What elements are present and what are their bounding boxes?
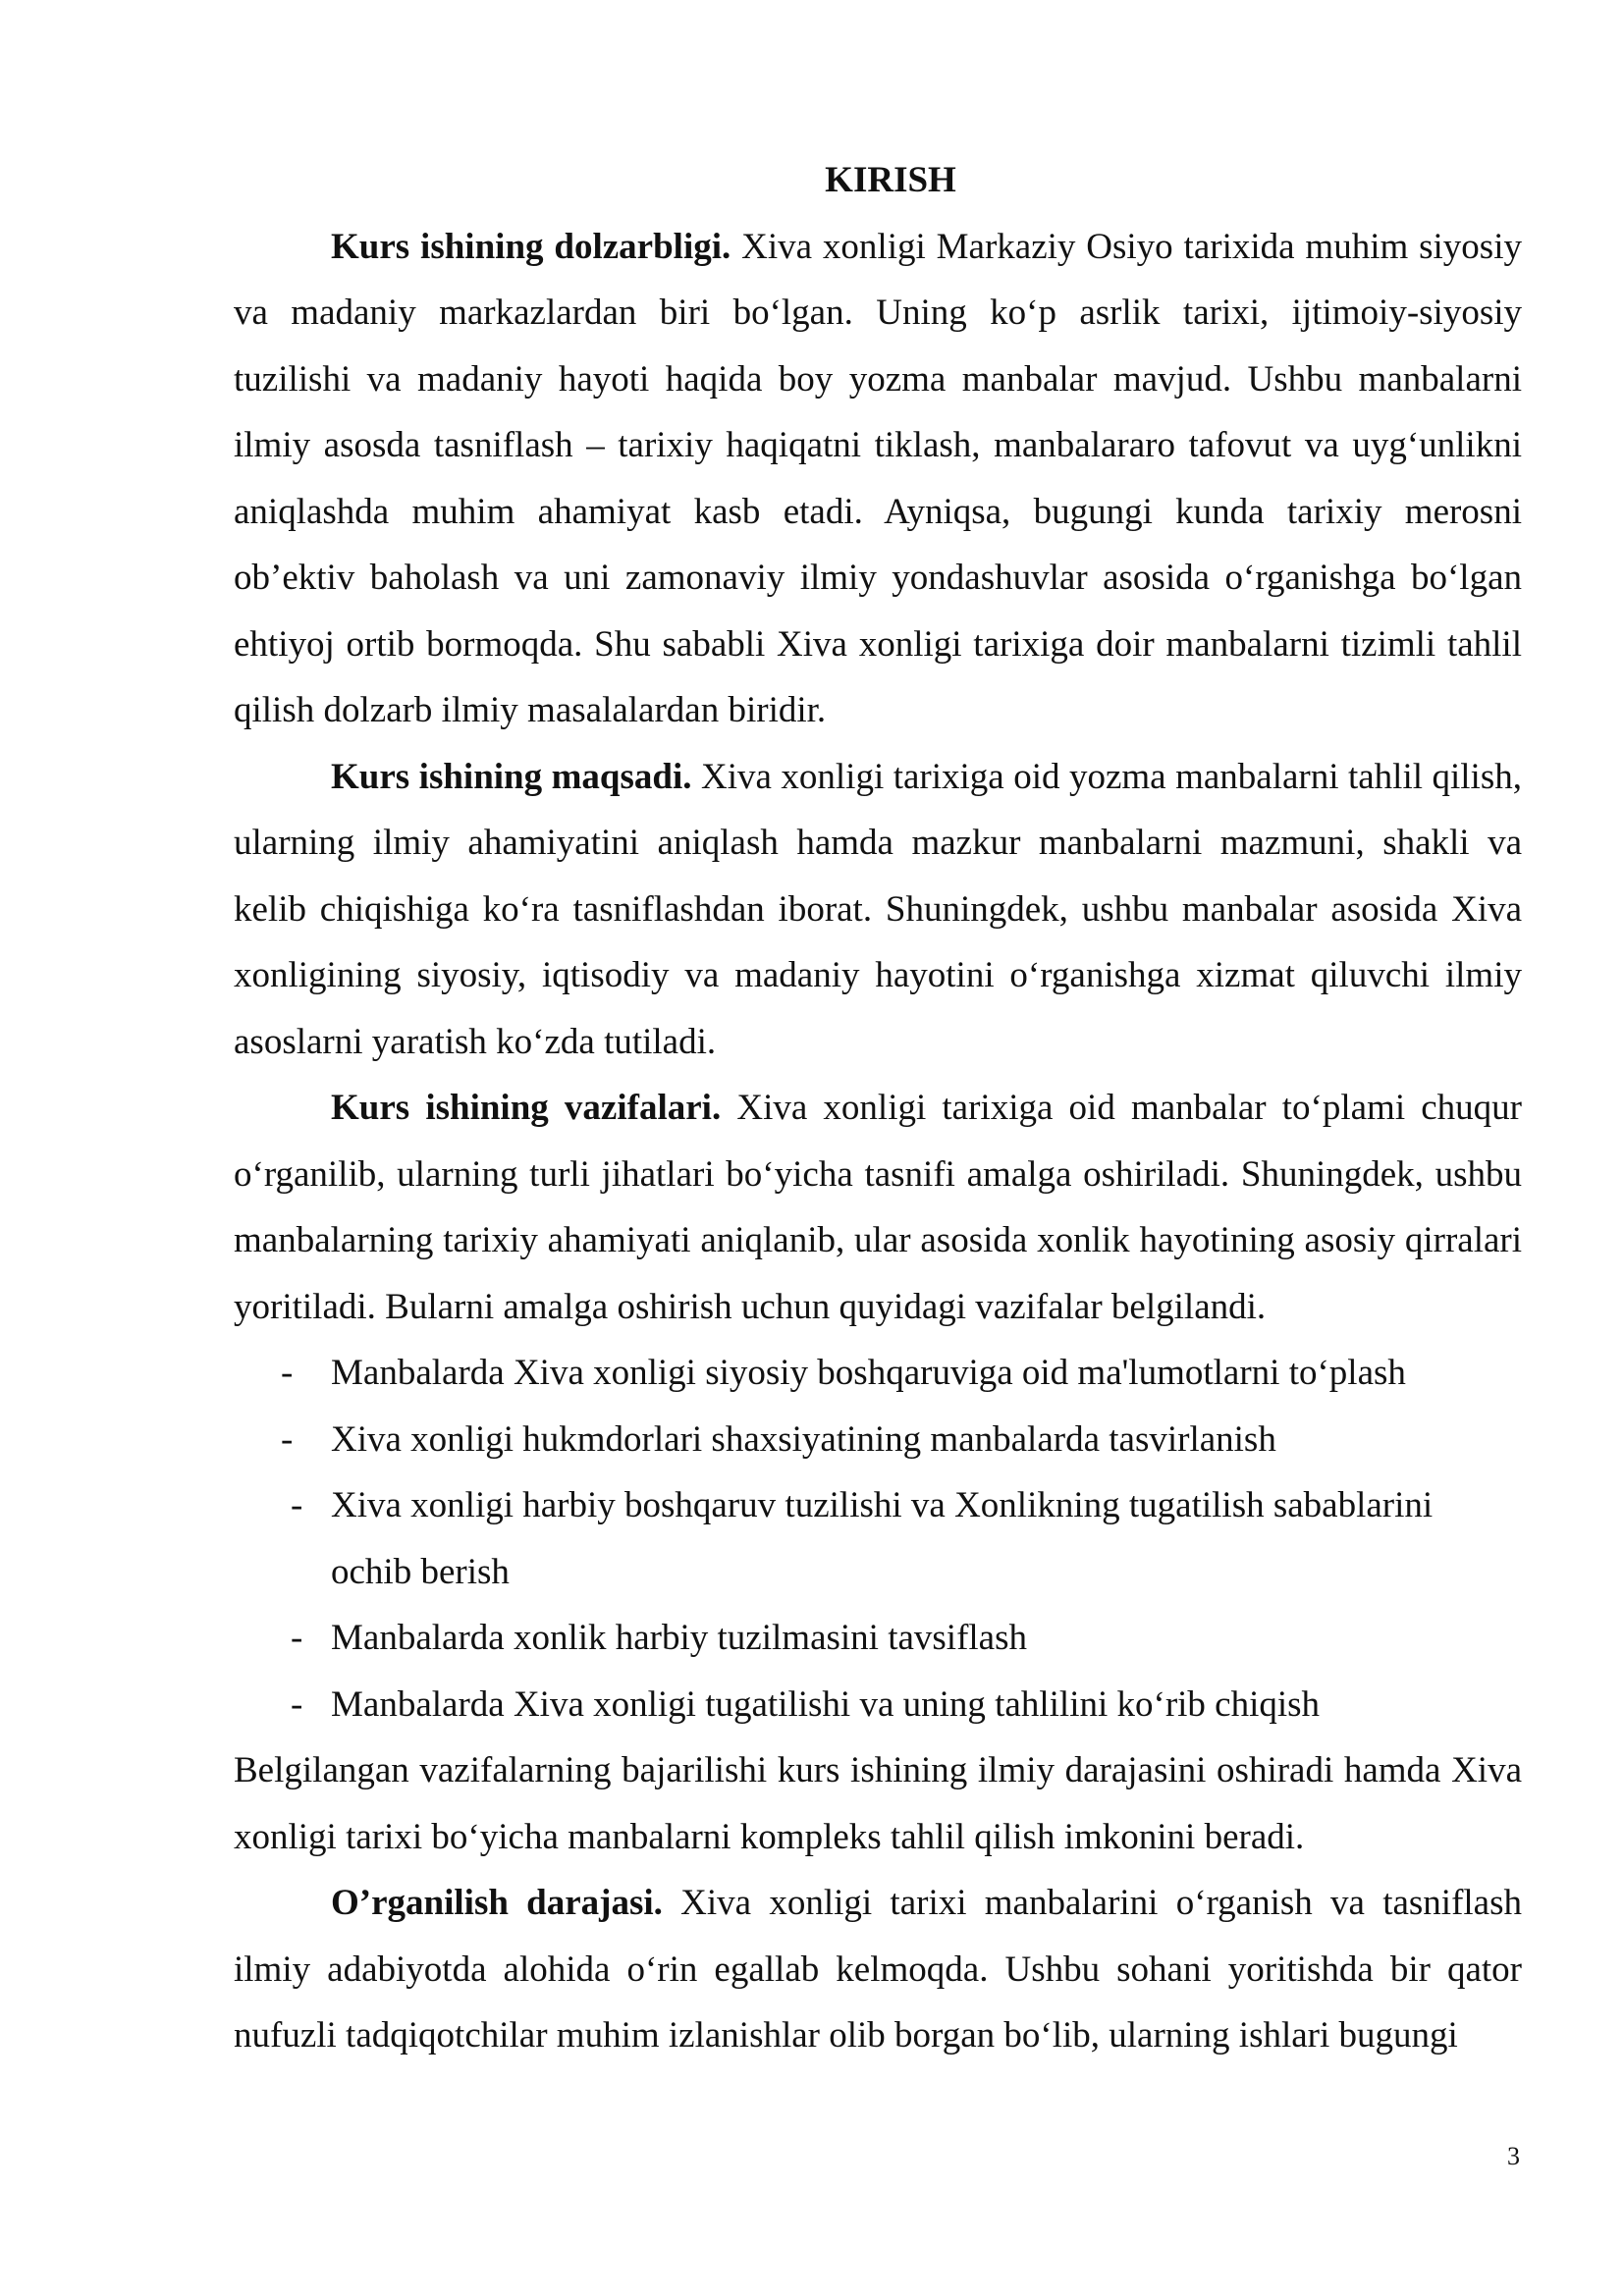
paragraph-tasks (234, 1075, 1522, 1340)
list-bullet: - (281, 1353, 294, 1393)
paragraph-text: Xiva xonligi tarixiga oid manbalar to‘plami chuqur o‘rganilib, ularning turli jihatlari bo‘yicha tasnifi amalga oshiriladi. Shuningdek, ushbu manbalarning tarixiy ahamiyati aniqlanib, ular asosida xonlik hayotining asosiy qirralari yoritiladi. Bularni amalga oshirish uchun quyidagi vazifalar belgilandi. (234, 1088, 1523, 1327)
paragraph-text: Xiva xonligi Markaziy Osiyo tarixida muhim siyosiy va madaniy markazlardan biri bo‘lgan. Uning ko‘p asrlik tarixi, ijtimoiy-siyosiy tuzilishi va madaniy hayoti haqida boy yozma manbalar mavjud. Ushbu manbalarni ilmiy asosda tasniflash – tarixiy haqiqatni tiklash, manbalararo tafovut va uyg‘unlikni aniqlashda muhim ahamiyat kasb etadi. Ayniqsa, bugungi kunda tarixiy merosni ob’ektiv baholash va uni zamonaviy ilmiy yondashuvlar asosida o‘rganishga bo‘lgan ehtiyoj ortib bormoqda. Shu sababli Xiva xonligi tarixiga doir manbalarni tizimli tahlil qilish dolzarb ilmiy masalalardan biridir. (234, 226, 1522, 730)
document-page (234, 147, 1522, 2069)
list-item (234, 1407, 1522, 1473)
paragraph-study-level (234, 1870, 1522, 2069)
list-bullet: - (291, 1683, 303, 1725)
paragraph-heading: Kurs ishining vazifalari. (331, 1088, 722, 1128)
list-item-text: Xiva xonligi hukmdorlari shaxsiyatining manbalarda tasvirlanish (331, 1418, 1276, 1460)
list-bullet: - (281, 1418, 294, 1460)
list-item-text: Manbalarda Xiva xonligi tugatilishi va uning tahlilini ko‘rib chiqish (331, 1683, 1321, 1725)
list-item (234, 1340, 1522, 1407)
list-item-text: Xiva xonligi harbiy boshqaruv tuzilishi va Xonlikning tugatilish sabablarini ochib berish (331, 1485, 1434, 1592)
list-item (234, 1605, 1522, 1672)
list-item-text: Manbalarda xonlik harbiy tuzilmasini tavsiflash (331, 1618, 1027, 1658)
paragraph-text: Xiva xonligi tarixiga oid yozma manbalarni tahlil qilish, ularning ilmiy ahamiyatini aniqlash hamda mazkur manbalarni mazmuni, shakli va kelib chiqishiga ko‘ra tasniflashdan iborat. Shuningdek, ushbu manbalar asosida Xiva xonligining siyosiy, iqtisodiy va madaniy hayotini o‘rganishga xizmat qiluvchi ilmiy asoslarni yaratish ko‘zda tutiladi. (234, 756, 1522, 1062)
page-number: 3 (1507, 2142, 1520, 2170)
task-list (234, 1340, 1522, 1737)
list-item (234, 1672, 1522, 1738)
paragraph-heading: Kurs ishining maqsadi. (331, 756, 692, 797)
page-title: KIRISH (825, 160, 956, 200)
list-item-text: Manbalarda Xiva xonligi siyosiy boshqaruviga oid ma'lumotlarni to‘plash (331, 1353, 1406, 1393)
paragraph-text: Xiva xonligi tarixi manbalarini o‘rganish va tasniflash ilmiy adabiyotda alohida o‘rin egallab kelmoqda. Ushbu sohani yoritishda bir qator nufuzli tadqiqotchilar muhim izlanishlar olib borgan bo‘lib, ularning ishlari bugungi (234, 1883, 1522, 2056)
list-bullet: - (291, 1618, 303, 1658)
paragraph-relevance (234, 214, 1522, 744)
list-bullet: - (291, 1485, 303, 1525)
list-item (234, 1472, 1522, 1605)
paragraph-heading: Kurs ishining dolzarbligi. (331, 226, 731, 267)
paragraph-summary: Belgilangan vazifalarning bajarilishi kurs ishining ilmiy darajasini oshiradi hamda Xiva xonligi tarixi bo‘yicha manbalarni kompleks tahlil qilish imkonini beradi. (234, 1750, 1522, 1857)
paragraph-heading: O’rganilish darajasi. (331, 1883, 663, 1923)
paragraph-goal (234, 744, 1522, 1076)
